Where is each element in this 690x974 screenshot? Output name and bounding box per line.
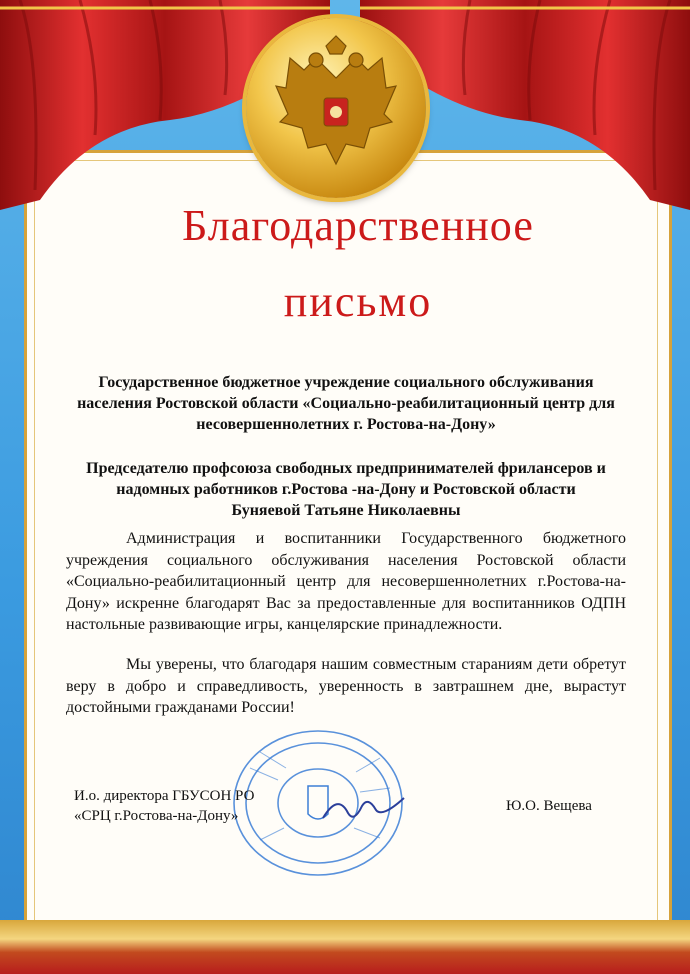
recipient-position: Председателю профсоюза свободных предпринимателей фрилансеров и надомных работников г.Ростова -на-Дону и Ростовской области [86,460,606,498]
signer-position-line2: «СРЦ г.Ростова-на-Дону» [74,808,239,824]
gold-medallion [246,18,426,198]
bottom-decorative-band [0,920,690,974]
signer-position-line1: И.о. директора ГБУСОН РО [74,788,255,804]
body-paragraph-1: Администрация и воспитанники Государственного бюджетного учреждения социального обслуживания населения Ростовской области «Социально-реабилитационный центр для несовершеннолетних г.Ростова-на-Дону» искренне благодарят Вас за предоставленные для воспитанников ОДПН настольные развивающие игры, канцелярские принадлежности. [66,530,626,633]
recipient-name: Буняевой Татьяне Николаевны [231,502,461,519]
signer-name: Ю.О. Вещева [506,798,592,814]
organization-name: Государственное бюджетное учреждение социального обслуживания населения Ростовской области «Социально-реабилитационный центр для несовершеннолетних г. Ростова-на-Дону» [77,374,615,433]
recipient-block [70,458,622,521]
handwritten-signature [318,788,408,828]
body-paragraph-2: Мы уверены, что благодаря нашим совместным стараниям дети обретут веру в добро и справедливость, уверенность в завтрашнем дне, вырастут достойными гражданами России! [66,656,626,716]
double-headed-eagle-icon [246,18,426,198]
certificate-title-line2: письмо [283,277,433,326]
certificate-title-line1: Благодарственное [182,201,534,250]
